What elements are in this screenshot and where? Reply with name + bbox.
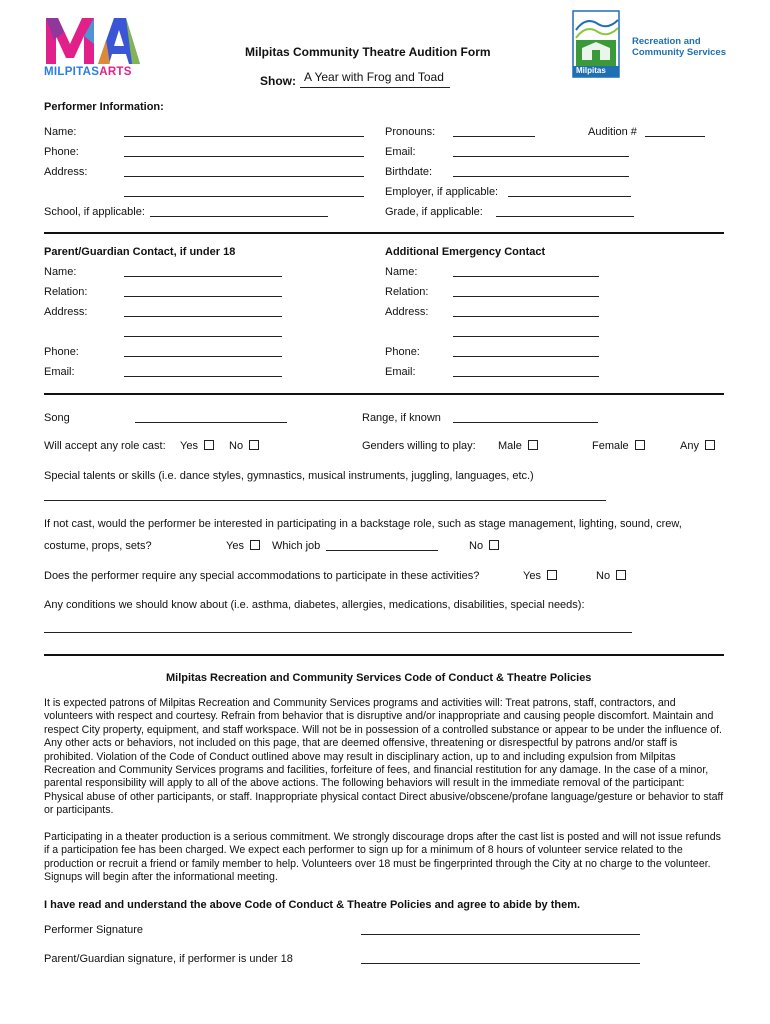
- accommodations-yes[interactable]: [523, 570, 557, 582]
- backstage-question-line1: If not cast, would the performer be interested in participating in a backstage role, such as stage management, lighting, sound, crew,: [44, 518, 682, 530]
- parent-address-field-2[interactable]: [124, 336, 282, 337]
- performer-school-field[interactable]: [150, 216, 328, 217]
- parent-signature-field[interactable]: [361, 963, 640, 964]
- emergency-name-field[interactable]: [453, 276, 599, 277]
- emergency-address-field-1[interactable]: [453, 316, 599, 317]
- page-title: Milpitas Community Theatre Audition Form: [245, 45, 491, 59]
- backstage-yes-label: Yes: [226, 540, 244, 552]
- checkbox-icon[interactable]: [250, 540, 260, 550]
- accommodations-label: Does the performer require any special accommodations to participate in these activities?: [44, 570, 480, 582]
- conduct-paragraph-2: Participating in a theater production is a serious commitment. We strongly discourage drops after the cast list is posted and will not issue refunds if a participation fee has been charged. We expect each performer to sign up for a minimum of 8 hours of volunteer service related to the production or recruit a friend or family member to help. Volunteers over 18 must be fingerprinted through the City at no charge to the volunteer. Signups will begin after the informational meeting.: [44, 831, 721, 884]
- parent-relation-label: Relation:: [44, 286, 88, 298]
- conditions-field[interactable]: [44, 632, 632, 633]
- emergency-relation-label: Relation:: [385, 286, 429, 298]
- parent-name-label: Name:: [44, 266, 77, 278]
- checkbox-icon[interactable]: [249, 440, 259, 450]
- backstage-yes[interactable]: [226, 540, 260, 552]
- range-label: Range, if known: [362, 412, 441, 424]
- parent-email-label: Email:: [44, 366, 75, 378]
- rcs-line-1: Recreation and: [632, 36, 701, 47]
- talents-label: Special talents or skills (i.e. dance styles, gymnastics, musical instruments, juggling, languages, etc.): [44, 470, 534, 482]
- performer-address-field-2[interactable]: [124, 196, 364, 197]
- accept-role-no[interactable]: [229, 440, 259, 452]
- checkbox-icon[interactable]: [635, 440, 645, 450]
- performer-email-field[interactable]: [453, 156, 629, 157]
- performer-phone-label: Phone:: [44, 146, 79, 158]
- checkbox-icon[interactable]: [547, 570, 557, 580]
- backstage-no[interactable]: [469, 540, 499, 552]
- performer-birthdate-label: Birthdate:: [385, 166, 433, 178]
- emergency-heading: Additional Emergency Contact: [385, 246, 546, 258]
- gender-any[interactable]: [680, 440, 715, 452]
- parent-heading: Parent/Guardian Contact, if under 18: [44, 246, 236, 258]
- performer-pronouns-label: Pronouns:: [385, 126, 436, 138]
- song-label: Song: [44, 412, 70, 424]
- which-job-field[interactable]: [326, 550, 438, 551]
- emergency-relation-field[interactable]: [453, 296, 599, 297]
- performer-signature-label: Performer Signature: [44, 924, 144, 936]
- checkbox-icon[interactable]: [616, 570, 626, 580]
- accept-role-yes-label: Yes: [180, 440, 198, 452]
- gender-male[interactable]: [498, 440, 538, 452]
- show-value: A Year with Frog and Toad: [304, 70, 444, 84]
- rcs-logo: [572, 10, 726, 80]
- genders-label: Genders willing to play:: [362, 440, 476, 452]
- accommodations-no[interactable]: [596, 570, 626, 582]
- show-value-field[interactable]: [300, 70, 450, 88]
- performer-grade-field[interactable]: [496, 216, 634, 217]
- milpitas-arts-logo: [44, 14, 142, 80]
- conduct-paragraph-1: It is expected patrons of Milpitas Recreation and Community Services programs and activities will: Treat patrons, staff, contractors, and volunteers with respect and courtesy. Refrain from behavior that is disruptive and/or inappropriate and causing people discomfort. Maintain and respect City property, equipment, and staff workspace. Will not be in possession of a controlled substance or appear to be under the influence of. Any other acts or behaviors, not included on this page, that are deemed offensive, threatening or disrespectful by patrons and/or staff is prohibited. Violation of the Code of Conduct outlined above may result in disciplinary action, up to and including expulsion from Milpitas Recreation and Community Services programs and facilities, forfeiture of fees, and financial restitution for any damage. In the case of a minor, parental responsibility will apply to all of the above actions. The following behaviors will result in the immediate removal of the participant: Physical abuse of other participants, or staff. Inappropriate physical contact Direct abusive/obscene/profane language/gesture or behavior to staff or participants.: [44, 697, 724, 817]
- gender-male-label: Male: [498, 440, 522, 452]
- conditions-label: Any conditions we should know about (i.e. asthma, diabetes, allergies, medications, disabilities, special needs):: [44, 599, 585, 611]
- performer-name-label: Name:: [44, 126, 77, 138]
- checkbox-icon[interactable]: [489, 540, 499, 550]
- range-field[interactable]: [453, 422, 598, 423]
- performer-birthdate-field[interactable]: [453, 176, 629, 177]
- which-job-label: Which job: [272, 540, 321, 552]
- section-divider-3: [44, 654, 724, 656]
- emergency-email-field[interactable]: [453, 376, 599, 377]
- rcs-line-2: Community Services: [632, 47, 726, 58]
- parent-name-field[interactable]: [124, 276, 282, 277]
- parent-address-label: Address:: [44, 306, 88, 318]
- backstage-question-line2: costume, props, sets?: [44, 540, 152, 552]
- performer-address-label: Address:: [44, 166, 88, 178]
- gender-female-label: Female: [592, 440, 629, 452]
- section-divider-1: [44, 232, 724, 234]
- performer-school-label: School, if applicable:: [44, 206, 145, 218]
- conduct-heading: Milpitas Recreation and Community Services Code of Conduct & Theatre Policies: [166, 672, 592, 684]
- logo-wordmark-milpitas: MILPITAS: [44, 66, 100, 78]
- performer-address-field-1[interactable]: [124, 176, 364, 177]
- song-field[interactable]: [135, 422, 287, 423]
- performer-phone-field[interactable]: [124, 156, 364, 157]
- emergency-address-field-2[interactable]: [453, 336, 599, 337]
- agreement-statement: I have read and understand the above Code of Conduct & Theatre Policies and agree to abide by them.: [44, 899, 581, 911]
- audition-number-field[interactable]: [645, 136, 705, 137]
- emergency-address-label: Address:: [385, 306, 429, 318]
- accept-role-label: Will accept any role cast:: [44, 440, 166, 452]
- accommodations-no-label: No: [596, 570, 611, 582]
- accommodations-yes-label: Yes: [523, 570, 541, 582]
- checkbox-icon[interactable]: [528, 440, 538, 450]
- performer-pronouns-field[interactable]: [453, 136, 535, 137]
- parent-phone-field[interactable]: [124, 356, 282, 357]
- parent-relation-field[interactable]: [124, 296, 282, 297]
- audition-number-label: Audition #: [588, 126, 637, 138]
- parent-signature-label: Parent/Guardian signature, if performer is under 18: [44, 953, 293, 965]
- performer-name-field[interactable]: [124, 136, 364, 137]
- parent-email-field[interactable]: [124, 376, 282, 377]
- section-divider-2: [44, 393, 724, 395]
- checkbox-icon[interactable]: [204, 440, 214, 450]
- backstage-no-label: No: [469, 540, 484, 552]
- performer-employer-field[interactable]: [508, 196, 631, 197]
- performer-employer-label: Employer, if applicable:: [385, 186, 499, 198]
- ma-logo-graphic: [44, 14, 142, 66]
- performer-signature-field[interactable]: [361, 934, 640, 935]
- emergency-phone-field[interactable]: [453, 356, 599, 357]
- parent-phone-label: Phone:: [44, 346, 79, 358]
- performer-heading: Performer Information:: [44, 101, 164, 113]
- emergency-email-label: Email:: [385, 366, 416, 378]
- parent-address-field-1[interactable]: [124, 316, 282, 317]
- talents-field[interactable]: [44, 500, 606, 501]
- logo-wordmark-arts: ARTS: [99, 66, 132, 78]
- performer-email-label: Email:: [385, 146, 416, 158]
- show-label: Show:: [260, 74, 296, 88]
- emergency-phone-label: Phone:: [385, 346, 420, 358]
- accept-role-yes[interactable]: [180, 440, 214, 452]
- gender-any-label: Any: [680, 440, 699, 452]
- rcs-badge-text: Milpitas: [576, 66, 606, 75]
- emergency-name-label: Name:: [385, 266, 418, 278]
- accept-role-no-label: No: [229, 440, 244, 452]
- gender-female[interactable]: [592, 440, 645, 452]
- performer-grade-label: Grade, if applicable:: [385, 206, 483, 218]
- checkbox-icon[interactable]: [705, 440, 715, 450]
